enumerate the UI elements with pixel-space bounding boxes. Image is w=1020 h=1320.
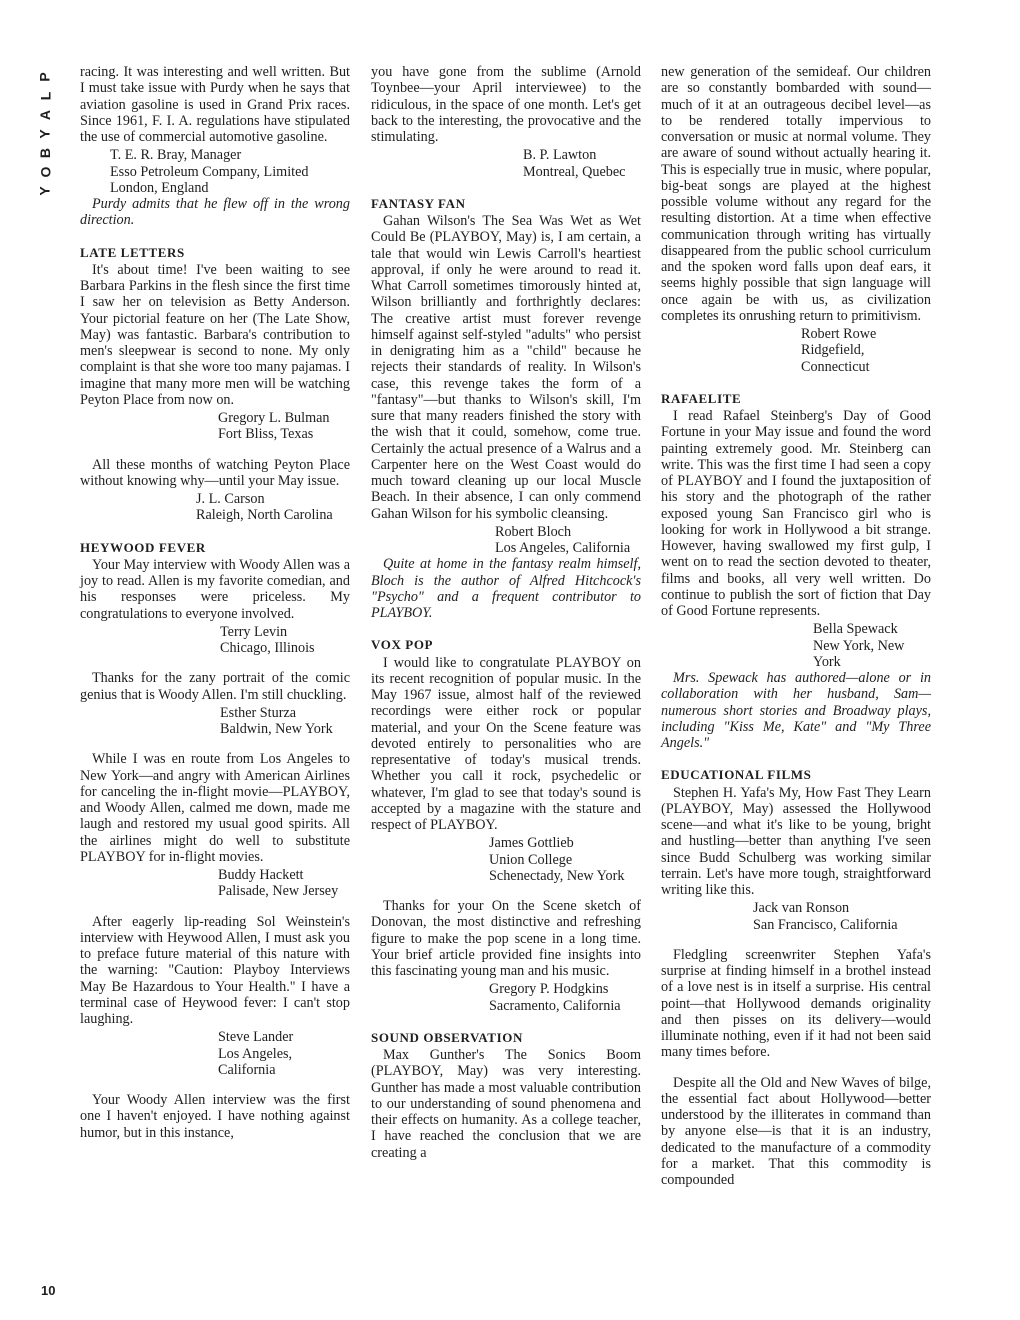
masthead-letter: O — [36, 166, 53, 178]
section-title-sound-observation: SOUND OBSERVATION — [371, 1029, 523, 1045]
signature-line: Schenectady, New York — [489, 867, 625, 884]
letter-text: Despite all the Old and New Waves of bilge, the essential fact about Hollywood—better understood by the illiterates in command than by anyone else—is that it is an industry, dedicated to the manufacture of a commodity for a market. That this commodity is compounded — [661, 1074, 931, 1188]
letter-text: All these months of watching Peyton Place without knowing why—until your May issue. — [80, 456, 350, 489]
signature-line: Gregory P. Hodgkins — [489, 981, 609, 998]
letter-signature — [80, 410, 350, 443]
signature-line: Palisade, New Jersey — [218, 883, 339, 900]
section-title-late-letters: LATE LETTERS — [80, 244, 185, 260]
signature-line: Los Angeles, California — [495, 540, 631, 556]
signature-line: Raleigh, North Carolina — [196, 507, 333, 524]
letter-text: Fledgling screenwriter Stephen Yafa's surprise at finding himself in a brothel instead of a love nest is in itself a surprise. His central point—that Hollywood demands originality and then pisses on its delivery—would illuminate nothing, even if it had not been said many times before. — [661, 946, 931, 1061]
signature-line: New York, New York — [813, 637, 905, 670]
letter-text: racing. It was interesting and well written. But I must take issue with Purdy when he says that aviation gasoline is used in Grand Prix races. Since 1961, F. I. A. regulations have stipulated the use of commercial automotive gasoline. — [80, 64, 350, 145]
section-title-heywood-fever: HEYWOOD FEVER — [80, 539, 206, 555]
section-title-fantasy-fan: FANTASY FAN — [371, 195, 466, 211]
signature-line: Union College — [489, 851, 573, 868]
letter-text: Your Woody Allen interview was the first one I haven't enjoyed. I have nothing against humor, but in this instance, — [80, 1092, 350, 1141]
column-3 — [661, 64, 931, 1188]
letter-text: Max Gunther's The Sonics Boom (PLAYBOY, May) was very interesting. Gunther has made a most valuable contribution to our understanding of sound phenomena and their effects on humanity. As a college teacher, I have reached the conclusion that we are creating a — [371, 1047, 641, 1161]
section-title-educational-films: EDUCATIONAL FILMS — [661, 767, 812, 783]
masthead-letter: Y — [37, 129, 53, 139]
letter-signature — [371, 147, 641, 180]
letter-text: I read Rafael Steinberg's Day of Good Fortune in your May issue and found the word painting extremely good. Mr. Steinberg can write. This was the first time I had seen a copy of PLAYBOY and I found the juxtaposition of his story and the photograph of the rather exposed young San Francisco girl who is looking for work in Hollywood a bit strange. However, having swallowed my first gulp, I went on to read the section devoted to theater, films and books, all very well written. Do continue to publish the sort of fiction that Day of Good Fortune represents. — [661, 408, 931, 619]
editor-note: Purdy admits that he flew off in the wrong direction. — [80, 196, 350, 229]
signature-line: James Gottlieb — [489, 835, 574, 852]
letter-text: It's about time! I've been waiting to see Barbara Parkins in the flesh since the first time I saw her on television as Betty Anderson. Your pictorial feature on her (The Late Show, May) was fantastic. Barbara's contribution to men's sleepwear is second to none. My only complaint is that she wore too many pajamas. I imagine that many more men will be watching Peyton Place from now on. — [80, 261, 350, 408]
page-number: 10 — [41, 1283, 56, 1298]
signature-line: Montreal, Quebec — [523, 163, 626, 180]
signature-line: Ridgefield, Connecticut — [801, 342, 870, 375]
letter-text: While I was en route from Los Angeles to New York—and angry with American Airlines for canceling the in-flight movie—PLAYBOY, and Woody Allen, calmed me down, made me laugh and restored my usual good spirits. All the airlines might do well to substitute PLAYBOY for in-flight movies. — [80, 751, 350, 865]
signature-line: Chicago, Illinois — [220, 640, 315, 656]
signature-line: Los Angeles, California — [218, 1045, 293, 1078]
masthead-letter: B — [37, 147, 53, 159]
letter-signature — [80, 147, 350, 196]
editor-note: Mrs. Spewack has authored—alone or in collaboration with her husband, Sam—numerous short stories and Broadway plays, including "Kiss Me, Kate" and "My Three Angels." — [661, 670, 931, 751]
letter-text: Stephen H. Yafa's My, How Fast They Learn (PLAYBOY, May) assessed the Hollywood scene—and what it's like to be young, bright and hustling—better than anything I've seen since Budd Schulberg was working similar terrain. Let's have more tough, straightforward writing like this. — [661, 784, 931, 898]
letter-text: new generation of the semideaf. Our children are so constantly bombarded with sound—much of it at an outrageous decibel level—as to be rendered totally impervious to conversation or music at normal volume. They are aware of sound without actually hearing it. This is especially true in music, where popular, big-beat songs are played at the highest possible volume without any regard for the resulting distortion. At a time when effective communication through writing has virtually disappeared from the public school curriculum and the spoken word falls upon deaf ears, it seems highly possible that sign language will once again be with us, as civilization completes its onrushing return to primitivism. — [661, 64, 931, 324]
signature-line: Fort Bliss, Texas — [218, 426, 314, 443]
letter-text: After eagerly lip-reading Sol Weinstein's interview with Heywood Allen, I must ask you to preface future material of this nature with the warning: "Caution: Playboy Interviews May Be Hazardous to Your Health." I have a terminal case of Heywood fever: I can't stop laughing. — [80, 913, 350, 1027]
letter-signature — [80, 1029, 350, 1078]
signature-line: Jack van Ronson — [753, 900, 850, 917]
letter-text: you have gone from the sublime (Arnold Toynbee—your April interviewee) to the ridiculous, in the space of one month. Let's get back to the interesting, the provocative and the stimulating. — [371, 64, 641, 145]
signature-line: T. E. R. Bray, Manager — [110, 147, 242, 164]
letter-signature — [80, 705, 350, 738]
masthead-logo — [30, 70, 60, 198]
letter-text: Gahan Wilson's The Sea Was Wet as Wet Could Be (PLAYBOY, May) is, I am certain, a tale that would win Lewis Carroll's heartiest approval, if only he were around to read it. What Carroll sometimes timorously hinted at, Wilson brilliantly and forthrightly declares: The creative artist must forever revenge himself against self-styled "adults" who persist in denigrating him as a "child" because he rejects their standards of reality. In Wilson's case, this revenge takes the form of a "fantasy"—but thanks to Wilson's skill, I'm sure that many readers finished the story with the wish that it could, somehow, come true. Certainly the actual presence of a Walrus and a Carpenter here on the West Coast would do much toward cleaning up our local Muscle Beach. In their absence, I can only commend Gahan Wilson for his symbolic cleansing. — [371, 213, 641, 522]
signature-line: Steve Lander — [218, 1029, 294, 1046]
letter-signature — [80, 867, 350, 900]
letter-signature — [661, 326, 931, 375]
signature-line: London, England — [110, 179, 209, 196]
section-title-vox-pop: VOX POP — [371, 637, 434, 653]
letter-signature — [661, 900, 931, 933]
signature-line: J. L. Carson — [196, 491, 265, 507]
letter-signature — [661, 621, 931, 670]
letter-text: Thanks for the zany portrait of the comic genius that is Woody Allen. I'm still chuckling. — [80, 670, 350, 703]
editor-note: Quite at home in the fantasy realm himself, Bloch is the author of Alfred Hitchcock's "Psycho" and a frequent contributor to PLAYBOY. — [371, 556, 641, 621]
letter-signature — [80, 624, 350, 657]
column-2 — [371, 64, 641, 1161]
masthead-letter: L — [37, 91, 53, 101]
letter-signature — [80, 491, 350, 524]
letter-text: Your May interview with Woody Allen was a joy to read. Allen is my favorite comedian, and his responses were priceless. My congratulations to everyone involved. — [80, 556, 350, 622]
signature-line: Baldwin, New York — [220, 721, 333, 737]
signature-line: Sacramento, California — [489, 997, 621, 1014]
letter-text: I would like to congratulate PLAYBOY on its recent recognition of popular music. In the May 1967 issue, almost half of the reviewed recordings were either rock or popular material, and your On the Scene feature was devoted entirely to personalities who are representative of today's musical trends. Whether you call it rock, psychedelic or whatever, I'm glad to see that today's sound is accepted by a magazine with the stature and respect of PLAYBOY. — [371, 654, 641, 833]
signature-line: Bella Spewack — [813, 621, 898, 638]
signature-line: Buddy Hackett — [218, 867, 304, 883]
signature-line: Esso Petroleum Company, Limited — [110, 163, 309, 180]
signature-line: Robert Rowe — [801, 326, 877, 342]
letter-text: Thanks for your On the Scene sketch of Donovan, the most distinctive and refreshing figure to make the pop scene in a long time. Your brief article provided fine insights into this fascinating young man and his music. — [371, 898, 641, 979]
masthead-letter: P — [37, 72, 53, 82]
signature-line: Esther Sturza — [220, 704, 297, 721]
masthead-letter: Y — [37, 186, 53, 196]
signature-line: B. P. Lawton — [523, 147, 597, 164]
signature-line: Terry Levin — [220, 623, 288, 640]
letter-signature — [371, 981, 641, 1014]
signature-line: San Francisco, California — [753, 916, 898, 933]
signature-line: Gregory L. Bulman — [218, 410, 330, 426]
letter-signature — [371, 524, 641, 557]
letter-signature — [371, 835, 641, 884]
section-title-rafaelite: RAFAELITE — [661, 390, 742, 406]
signature-line: Robert Bloch — [495, 523, 572, 540]
masthead-letter: A — [37, 109, 53, 121]
column-1 — [80, 64, 350, 1141]
